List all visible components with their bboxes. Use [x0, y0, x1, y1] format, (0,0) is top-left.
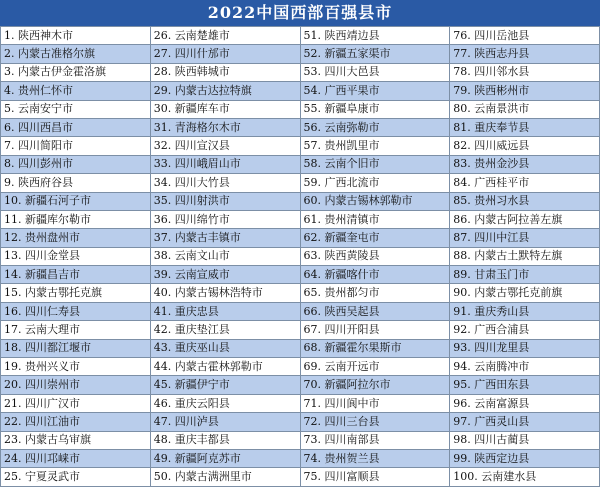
table-cell: 90. 内蒙古鄂托克前旗	[450, 284, 600, 302]
table-cell: 94. 云南腾冲市	[450, 358, 600, 376]
table-cell: 79. 陕西彬州市	[450, 82, 600, 100]
table-cell: 28. 陕西韩城市	[150, 63, 300, 81]
table-row	[1, 82, 600, 100]
table-cell: 55. 新疆阜康市	[300, 100, 450, 118]
table-cell: 72. 四川三台县	[300, 413, 450, 431]
table-cell: 81. 重庆奉节县	[450, 118, 600, 136]
table-cell: 17. 云南大理市	[1, 321, 151, 339]
table-cell: 77. 陕西志丹县	[450, 45, 600, 63]
table-cell: 25. 宁夏灵武市	[1, 468, 151, 486]
table-cell: 27. 四川什邡市	[150, 45, 300, 63]
table-cell: 35. 四川射洪市	[150, 192, 300, 210]
table-cell: 40. 内蒙古锡林浩特市	[150, 284, 300, 302]
table-cell: 34. 四川大竹县	[150, 174, 300, 192]
table-cell: 47. 四川泸县	[150, 413, 300, 431]
table-row	[1, 266, 600, 284]
table-cell: 36. 四川绵竹市	[150, 210, 300, 228]
table-row	[1, 174, 600, 192]
table-cell: 51. 陕西靖边县	[300, 27, 450, 45]
table-row	[1, 27, 600, 45]
table-cell: 88. 内蒙古土默特左旗	[450, 247, 600, 265]
table-cell: 23. 内蒙古乌审旗	[1, 431, 151, 449]
table-cell: 89. 甘肃玉门市	[450, 266, 600, 284]
table-cell: 42. 重庆垫江县	[150, 321, 300, 339]
table-cell: 64. 新疆喀什市	[300, 266, 450, 284]
table-row	[1, 321, 600, 339]
table-cell: 30. 新疆库车市	[150, 100, 300, 118]
table-cell: 86. 内蒙古阿拉善左旗	[450, 210, 600, 228]
table-cell: 41. 重庆忠县	[150, 302, 300, 320]
table-cell: 2. 内蒙古准格尔旗	[1, 45, 151, 63]
table-cell: 84. 广西桂平市	[450, 174, 600, 192]
table-cell: 24. 四川邛崃市	[1, 449, 151, 467]
table-cell: 87. 四川中江县	[450, 229, 600, 247]
table-row	[1, 394, 600, 412]
table-cell: 78. 四川邻水县	[450, 63, 600, 81]
table-cell: 48. 重庆丰都县	[150, 431, 300, 449]
table-cell: 16. 四川仁寿县	[1, 302, 151, 320]
table-cell: 96. 云南富源县	[450, 394, 600, 412]
table-cell: 49. 新疆阿克苏市	[150, 449, 300, 467]
table-cell: 21. 四川广汉市	[1, 394, 151, 412]
table-row	[1, 449, 600, 467]
table-cell: 46. 重庆云阳县	[150, 394, 300, 412]
table-row	[1, 413, 600, 431]
table-cell: 45. 新疆伊宁市	[150, 376, 300, 394]
table-cell: 62. 新疆奎屯市	[300, 229, 450, 247]
table-cell: 19. 贵州兴义市	[1, 358, 151, 376]
table-row	[1, 358, 600, 376]
table-cell: 63. 陕西黄陵县	[300, 247, 450, 265]
table-cell: 15. 内蒙古鄂托克旗	[1, 284, 151, 302]
table-cell: 8. 四川彭州市	[1, 155, 151, 173]
table-cell: 20. 四川崇州市	[1, 376, 151, 394]
table-cell: 73. 四川南部县	[300, 431, 450, 449]
table-cell: 3. 内蒙古伊金霍洛旗	[1, 63, 151, 81]
table-cell: 32. 四川宣汉县	[150, 137, 300, 155]
table-cell: 91. 重庆秀山县	[450, 302, 600, 320]
table-row	[1, 302, 600, 320]
table-row	[1, 376, 600, 394]
table-row	[1, 229, 600, 247]
table-cell: 37. 内蒙古丰镇市	[150, 229, 300, 247]
table-cell: 11. 新疆库尔勒市	[1, 210, 151, 228]
table-cell: 39. 云南宣威市	[150, 266, 300, 284]
table-cell: 83. 贵州金沙县	[450, 155, 600, 173]
table-cell: 74. 贵州贺兰县	[300, 449, 450, 467]
table-cell: 6. 四川西昌市	[1, 118, 151, 136]
table-cell: 97. 广西灵山县	[450, 413, 600, 431]
table-row	[1, 210, 600, 228]
table-row	[1, 118, 600, 136]
table-cell: 53. 四川大邑县	[300, 63, 450, 81]
table-cell: 5. 云南安宁市	[1, 100, 151, 118]
table-cell: 12. 贵州盘州市	[1, 229, 151, 247]
table-cell: 76. 四川岳池县	[450, 27, 600, 45]
table-cell: 10. 新疆石河子市	[1, 192, 151, 210]
table-row	[1, 137, 600, 155]
table-cell: 59. 广西北流市	[300, 174, 450, 192]
table-cell: 4. 贵州仁怀市	[1, 82, 151, 100]
table-cell: 95. 广西田东县	[450, 376, 600, 394]
table-cell: 65. 贵州都匀市	[300, 284, 450, 302]
table-cell: 66. 陕西吴起县	[300, 302, 450, 320]
table-cell: 43. 重庆巫山县	[150, 339, 300, 357]
table-cell: 38. 云南文山市	[150, 247, 300, 265]
table-cell: 18. 四川都江堰市	[1, 339, 151, 357]
table-cell: 98. 四川古蔺县	[450, 431, 600, 449]
table-cell: 29. 内蒙古达拉特旗	[150, 82, 300, 100]
table-cell: 14. 新疆昌吉市	[1, 266, 151, 284]
table-cell: 67. 四川开阳县	[300, 321, 450, 339]
table-cell: 13. 四川金堂县	[1, 247, 151, 265]
table-row	[1, 339, 600, 357]
table-row	[1, 45, 600, 63]
table-cell: 9. 陕西府谷县	[1, 174, 151, 192]
table-cell: 56. 云南弥勒市	[300, 118, 450, 136]
table-cell: 50. 内蒙古满洲里市	[150, 468, 300, 486]
table-cell: 68. 新疆霍尔果斯市	[300, 339, 450, 357]
table-cell: 69. 云南开远市	[300, 358, 450, 376]
ranking-table-body	[1, 27, 600, 487]
table-row	[1, 431, 600, 449]
table-cell: 57. 贵州凯里市	[300, 137, 450, 155]
table-row	[1, 155, 600, 173]
table-cell: 7. 四川简阳市	[1, 137, 151, 155]
table-cell: 22. 四川江油市	[1, 413, 151, 431]
table-cell: 75. 四川富顺县	[300, 468, 450, 486]
table-row	[1, 468, 600, 486]
table-cell: 54. 广西平果市	[300, 82, 450, 100]
table-cell: 100. 云南建水县	[450, 468, 600, 486]
table-row	[1, 63, 600, 81]
table-cell: 93. 四川龙里县	[450, 339, 600, 357]
table-cell: 61. 贵州清镇市	[300, 210, 450, 228]
table-cell: 85. 贵州习水县	[450, 192, 600, 210]
table-cell: 70. 新疆阿拉尔市	[300, 376, 450, 394]
table-cell: 60. 内蒙古锡林郭勒市	[300, 192, 450, 210]
table-cell: 26. 云南楚雄市	[150, 27, 300, 45]
table-cell: 52. 新疆五家渠市	[300, 45, 450, 63]
table-cell: 92. 广西合浦县	[450, 321, 600, 339]
ranking-table	[0, 26, 600, 487]
table-cell: 80. 云南景洪市	[450, 100, 600, 118]
table-row	[1, 192, 600, 210]
table-row	[1, 284, 600, 302]
table-cell: 71. 四川阆中市	[300, 394, 450, 412]
table-cell: 44. 内蒙古霍林郭勒市	[150, 358, 300, 376]
table-row	[1, 247, 600, 265]
table-row	[1, 100, 600, 118]
page-title: 2022中国西部百强县市	[0, 0, 600, 26]
table-cell: 1. 陕西神木市	[1, 27, 151, 45]
table-cell: 33. 四川峨眉山市	[150, 155, 300, 173]
table-cell: 31. 青海格尔木市	[150, 118, 300, 136]
table-cell: 82. 四川威远县	[450, 137, 600, 155]
table-cell: 58. 云南个旧市	[300, 155, 450, 173]
table-cell: 99. 陕西定边县	[450, 449, 600, 467]
